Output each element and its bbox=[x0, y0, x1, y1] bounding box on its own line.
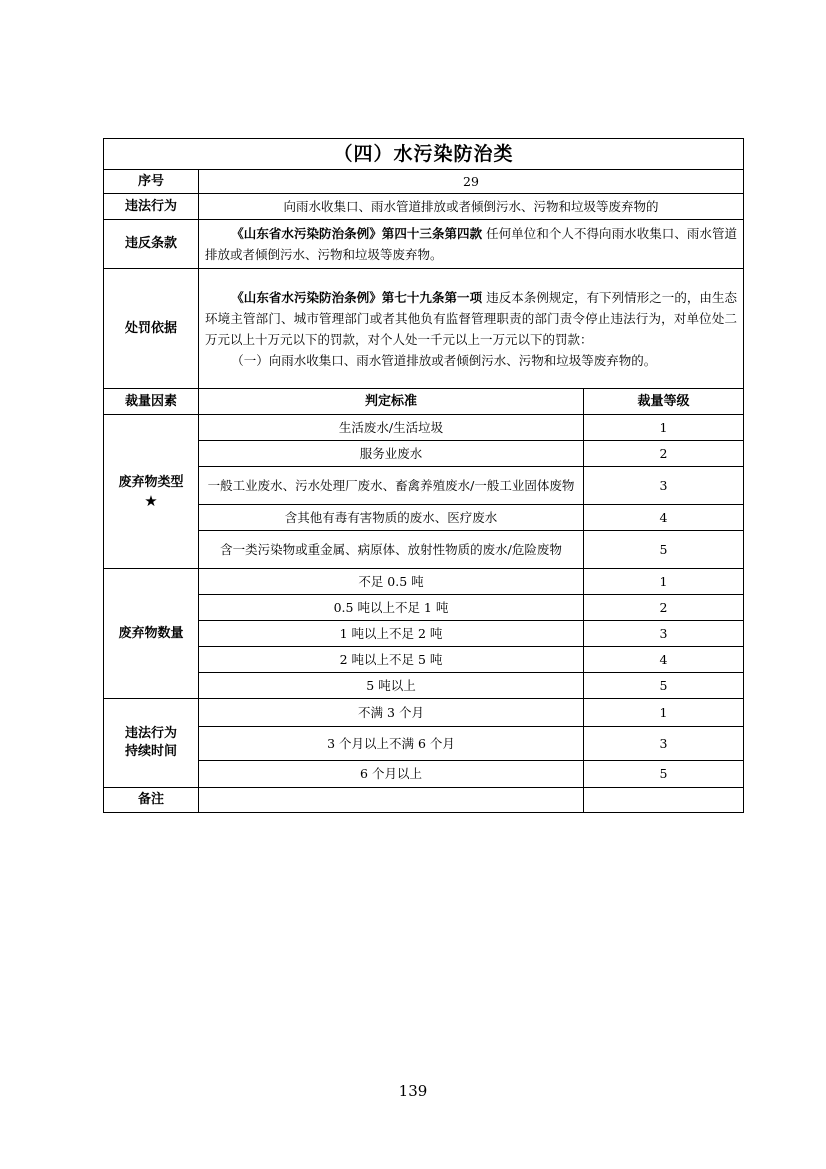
header-level: 裁量等级 bbox=[584, 389, 744, 415]
standard-cell: 服务业废水 bbox=[199, 441, 584, 467]
basis-content bbox=[199, 269, 744, 389]
seq-value: 29 bbox=[199, 170, 744, 194]
violation-value: 向雨水收集口、雨水管道排放或者倾倒污水、污物和垃圾等废弃物的 bbox=[199, 194, 744, 220]
level-cell: 2 bbox=[584, 441, 744, 467]
level-cell: 4 bbox=[584, 647, 744, 673]
remarks-value bbox=[199, 788, 584, 813]
standard-cell: 含其他有毒有害物质的废水、医疗废水 bbox=[199, 505, 584, 531]
standard-cell: 0.5 吨以上不足 1 吨 bbox=[199, 595, 584, 621]
standard-cell: 3 个月以上不满 6 个月 bbox=[199, 727, 584, 761]
standard-cell: 一般工业废水、污水处理厂废水、畜禽养殖废水/一般工业固体废物 bbox=[199, 467, 584, 505]
star-icon: ★ bbox=[144, 491, 158, 510]
basis-source: 《山东省水污染防治条例》第七十九条第一项 bbox=[231, 289, 483, 305]
page-number: 139 bbox=[398, 1082, 428, 1100]
basis-label: 处罚依据 bbox=[104, 269, 199, 389]
basis-item: （一）向雨水收集口、雨水管道排放或者倾倒污水、污物和垃圾等废弃物的。 bbox=[231, 352, 657, 368]
standard-cell: 含一类污染物或重金属、病原体、放射性物质的废水/危险废物 bbox=[199, 531, 584, 569]
factor-duration-line2: 持续时间 bbox=[124, 744, 177, 759]
table-title: （四）水污染防治类 bbox=[104, 139, 744, 170]
standard-cell: 2 吨以上不足 5 吨 bbox=[199, 647, 584, 673]
clause-content bbox=[199, 220, 744, 269]
discretion-table bbox=[103, 138, 744, 813]
standard-cell: 6 个月以上 bbox=[199, 761, 584, 788]
factor-duration bbox=[104, 699, 199, 788]
level-cell: 5 bbox=[584, 761, 744, 788]
clause-text: 任何单位和个人不得向雨水收集口、雨水管道排放或者倾倒污水、污物和垃圾等废弃物。 bbox=[205, 226, 737, 262]
factor-waste-type bbox=[104, 415, 199, 569]
level-cell: 2 bbox=[584, 595, 744, 621]
standard-cell: 不足 0.5 吨 bbox=[199, 569, 584, 595]
remarks-level bbox=[584, 788, 744, 813]
seq-label: 序号 bbox=[104, 170, 199, 194]
level-cell: 5 bbox=[584, 673, 744, 699]
level-cell: 5 bbox=[584, 531, 744, 569]
clause-source: 《山东省水污染防治条例》第四十三条第四款 bbox=[231, 226, 483, 241]
factor-waste-quantity: 废弃物数量 bbox=[104, 569, 199, 699]
level-cell: 1 bbox=[584, 699, 744, 727]
level-cell: 3 bbox=[584, 621, 744, 647]
level-cell: 3 bbox=[584, 727, 744, 761]
level-cell: 4 bbox=[584, 505, 744, 531]
violation-label: 违法行为 bbox=[104, 194, 199, 220]
level-cell: 1 bbox=[584, 415, 744, 441]
header-standard: 判定标准 bbox=[199, 389, 584, 415]
header-factor: 裁量因素 bbox=[104, 389, 199, 415]
level-cell: 3 bbox=[584, 467, 744, 505]
standard-cell: 生活废水/生活垃圾 bbox=[199, 415, 584, 441]
standard-cell: 5 吨以上 bbox=[199, 673, 584, 699]
clause-label: 违反条款 bbox=[104, 220, 199, 269]
basis-text: 违反本条例规定，有下列情形之一的，由生态环境主管部门、城市管理部门或者其他负有监督管理职责的部门责令停止违法行为，对单位处二万元以上十万元以下的罚款，对个人处一千元以上一万元以下的罚款： bbox=[205, 289, 738, 347]
level-cell: 1 bbox=[584, 569, 744, 595]
standard-cell: 1 吨以上不足 2 吨 bbox=[199, 621, 584, 647]
standard-cell: 不满 3 个月 bbox=[199, 699, 584, 727]
remarks-label: 备注 bbox=[104, 788, 199, 813]
factor-duration-line1: 违法行为 bbox=[124, 726, 177, 741]
factor-waste-type-label: 废弃物类型 bbox=[118, 474, 184, 490]
